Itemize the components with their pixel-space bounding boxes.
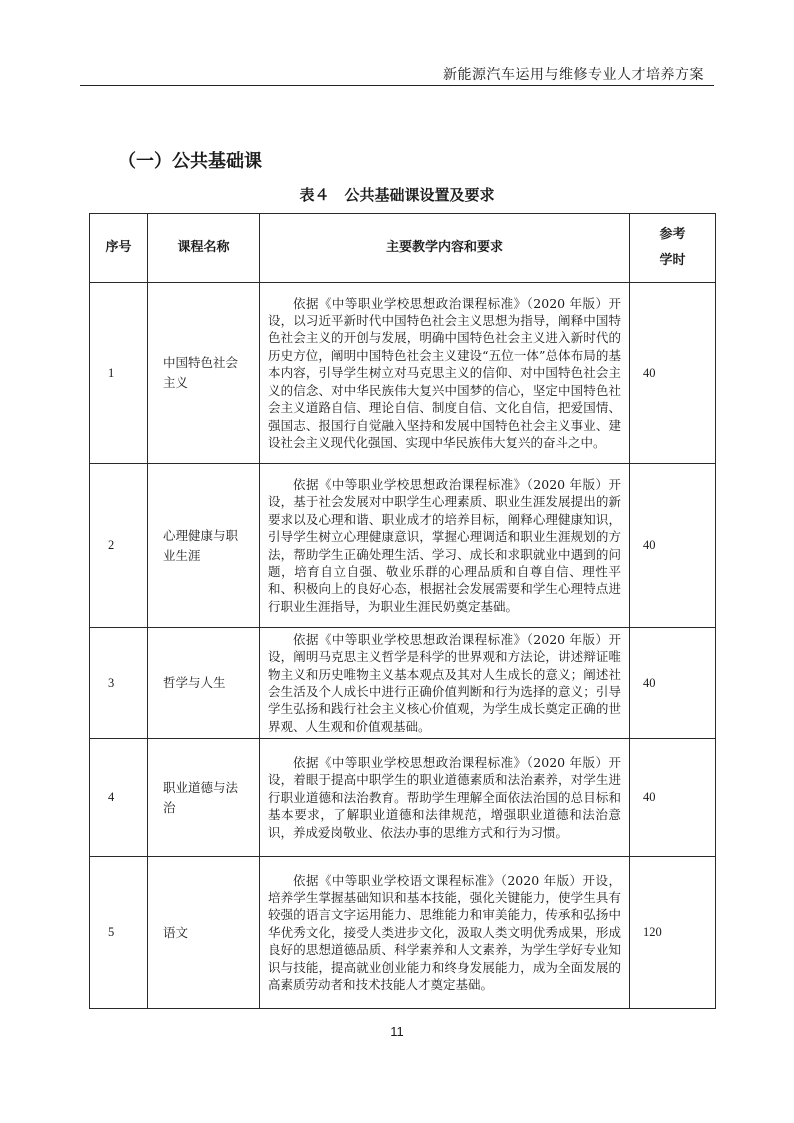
running-header: 新能源汽车运用与维修专业人才培养方案 <box>443 67 704 83</box>
table-row <box>90 739 716 857</box>
course-content: 依据《中等职业学校思想政治课程标准》（2020 年版）开设，以习近平新时代中国特色社会主义思想为指导，阐释中国特色社会主义的开创与发展，明确中国特色社会主义进入新时代的历史方位，阐明中国特色社会主义建设“五位一体”总体布局的基本内容，引导学生树立对马克思主义的信仰、对中国特色社会主义的信念、对中华民族伟大复兴中国梦的信心，坚定中国特色社会主义道路自信、理论自信、制度自信、文化自信，把爱国情、强国志、报国行自觉融入坚持和发展中国特色社会主义事业、建设社会主义现代化强国、实现中华民族伟大复兴的奋斗之中。 <box>260 283 630 464</box>
course-hours: 40 <box>630 739 716 857</box>
table-row <box>90 628 716 739</box>
course-name: 语文 <box>148 857 260 1009</box>
course-name: 中国特色社会主义 <box>148 283 260 464</box>
section-heading: （一）公共基础课 <box>118 151 262 172</box>
row-number: 2 <box>90 464 148 628</box>
column-header-hours-line1: 参考 <box>659 227 686 242</box>
table-row <box>90 857 716 1009</box>
course-name: 心理健康与职业生涯 <box>148 464 260 628</box>
column-header-name: 课程名称 <box>148 214 260 283</box>
course-hours: 40 <box>630 628 716 739</box>
course-hours: 120 <box>630 857 716 1009</box>
course-name: 职业道德与法治 <box>148 739 260 857</box>
column-header-no: 序号 <box>90 214 148 283</box>
row-number: 3 <box>90 628 148 739</box>
course-name: 哲学与人生 <box>148 628 260 739</box>
column-header-content: 主要教学内容和要求 <box>260 214 630 283</box>
header-divider <box>80 85 714 86</box>
course-content: 依据《中等职业学校思想政治课程标准》（2020 年版）开设，基于社会发展对中职学生心理素质、职业生涯发展提出的新要求以及心理和谐、职业成才的培养目标，阐释心理健康知识，引导学生树立心理健康意识，掌握心理调适和职业生涯规划的方法，帮助学生正确处理生活、学习、成长和求职就业中遇到的问题，培育自立自强、敬业乐群的心理品质和自尊自信、理性平和、积极向上的良好心态，根据社会发展需要和学生心理特点进行职业生涯指导，为职业生涯民奶奠定基础。 <box>260 464 630 628</box>
row-number: 1 <box>90 283 148 464</box>
column-header-hours <box>630 214 716 283</box>
table-row <box>90 464 716 628</box>
course-table <box>89 213 716 1009</box>
course-content: 依据《中等职业学校思想政治课程标准》（2020 年版）开设，着眼于提高中职学生的职业道德素质和法治素养，对学生进行职业道德和法治教育。帮助学生理解全面依法治国的总目标和基本要求，了解职业道德和法律规范，增强职业道德和法治意识，养成爱岗敬业、依法办事的思维方式和行为习惯。 <box>260 739 630 857</box>
course-hours: 40 <box>630 464 716 628</box>
table-row <box>90 283 716 464</box>
course-content: 依据《中等职业学校思想政治课程标准》（2020 年版）开设，阐明马克思主义哲学是科学的世界观和方法论，讲述辩证唯物主义和历史唯物主义基本观点及其对人生成长的意义；阐述社会生活及个人成长中进行正确价值判断和行为选择的意义；引导学生弘扬和践行社会主义核心价值观，为学生成长奠定正确的世界观、人生观和价值观基础。 <box>260 628 630 739</box>
table-caption: 表４ 公共基础课设置及要求 <box>299 186 495 204</box>
row-number: 5 <box>90 857 148 1009</box>
course-content: 依据《中等职业学校语文课程标准》（2020 年版）开设，培养学生掌握基础知识和基本技能，强化关键能力，使学生具有较强的语言文字运用能力、思维能力和审美能力，传承和弘扬中华优秀文化，接受人类进步文化，汲取人类文明优秀成果，形成良好的思想道德品质、科学素养和人文素养，为学生学好专业知识与技能，提高就业创业能力和终身发展能力，成为全面发展的高素质劳动者和技术技能人才奠定基础。 <box>260 857 630 1009</box>
row-number: 4 <box>90 739 148 857</box>
page-number: 11 <box>390 1024 404 1039</box>
column-header-hours-line2: 学时 <box>659 253 686 268</box>
course-hours: 40 <box>630 283 716 464</box>
table-header-row <box>90 214 716 283</box>
